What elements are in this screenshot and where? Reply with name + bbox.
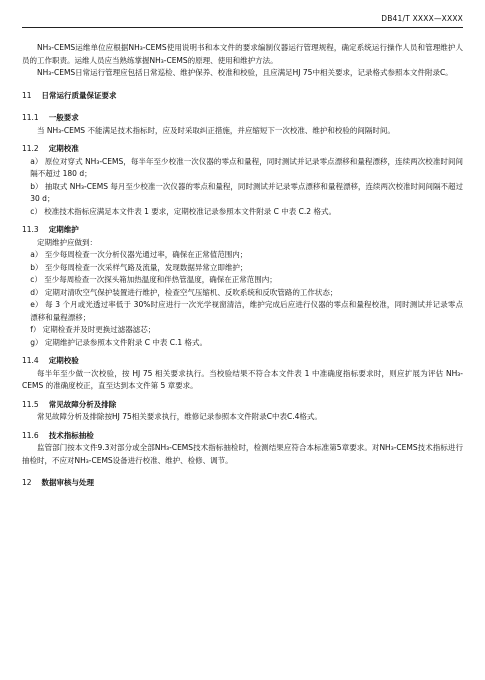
- subsection-title: 定期校验: [48, 356, 79, 365]
- paragraph: 常见故障分析及排除按HJ 75相关要求执行，维修记录参照本文件附录C中表C.4格式。: [37, 412, 322, 421]
- section-title: 日常运行质量保证要求: [41, 90, 117, 100]
- subsection-number: 11.2: [22, 144, 39, 153]
- subsection-title: 定期校准: [48, 144, 79, 153]
- section-number: 12: [22, 478, 32, 487]
- list-item: a） 原位对穿式 NH₃-CEMS，每半年至少校准一次仪器的零点和量程，同时测试并记录零点漂移和量程漂移，连续两次校准时间间隔不超过 180 d；: [30, 156, 463, 178]
- subsection-number: 11.4: [22, 356, 39, 365]
- subsection-title: 技术指标抽检: [48, 430, 94, 440]
- header-divider: [22, 27, 463, 28]
- paragraph: NH₃-CEMS运维单位应根据NH₃-CEMS使用说明书和本文件的要求编制仪器运行管理规程，确定系统运行操作人员和管理维护人员的工作职责。运维人员应当熟练掌握NH₃-CEMS的原理、使用和维护方法。: [22, 43, 463, 65]
- document-body: [22, 42, 463, 490]
- subsection-number: 11.3: [22, 225, 39, 234]
- section-number: 11: [22, 90, 32, 100]
- list-item: a） 至少每周检查一次分析仪器光通过率，确保在正常值范围内；: [30, 250, 248, 259]
- subsection-heading: [22, 430, 463, 443]
- subsection-number: 11.1: [22, 113, 39, 122]
- subsection-heading: [22, 143, 463, 156]
- list-item: e） 每 3 个月或光透过率低于 30%时应进行一次光学视窗清洁，维护完成后应进行仪器的零点和量程校准，同时测试并记录零点漂移和量程漂移；: [30, 300, 463, 322]
- section-heading: [22, 90, 463, 103]
- section-heading: [22, 477, 463, 490]
- subsection-heading: [22, 224, 463, 237]
- subsection-heading: [22, 355, 463, 368]
- subsection-heading: [22, 112, 463, 125]
- subsection-heading: [22, 399, 463, 412]
- list-item: f） 定期检查并及时更换过滤器滤芯；: [30, 325, 156, 334]
- subsection-title: 常见故障分析及排除: [48, 399, 117, 409]
- list-item: g） 定期维护记录参照本文件附录 C 中表 C.1 格式。: [30, 337, 208, 347]
- maintenance-list: [22, 249, 463, 349]
- subsection-number: 11.5: [22, 399, 39, 409]
- subsection-title: 定期维护: [48, 225, 79, 234]
- paragraph: 定期维护应做到：: [37, 237, 97, 247]
- paragraph: 每半年至少做一次校验，按 HJ 75 相关要求执行。当校验结果不符合本文件表 1 中准确度指标要求时，则应扩展为评估 NH₃-CEMS 的准确度校正，直至达到本文件第 5 章要求。: [22, 368, 463, 390]
- list-item: b） 至少每周检查一次采样气路及流量，发现数据异常立即维护；: [30, 262, 248, 272]
- paragraph: 监管部门按本文件9.3对部分或全部NH₃-CEMS技术指标抽检时，检测结果应符合本标准第5章要求。对NH₃-CEMS技术指标进行抽检时，不应对NH₃-CEMS设备进行校准、维护、检修、调节。: [22, 443, 463, 465]
- list-item: d） 定期对清吹空气保护装置进行维护，检查空气压缩机、反吹系统和反吹管路的工作状态；: [30, 287, 338, 297]
- list-item: b） 抽取式 NH₃-CEMS 每月至少校准一次仪器的零点和量程，同时测试并记录零点漂移和量程漂移，连续两次校准时间间隔不超过 30 d；: [30, 181, 463, 203]
- subsection-title: 一般要求: [48, 113, 79, 122]
- list-item: c） 至少每周检查一次探头箱加热温度和伴热管温度，确保在正常范围内；: [30, 275, 277, 284]
- subsection-number: 11.6: [22, 430, 39, 440]
- calibration-list: [22, 156, 463, 219]
- section-title: 数据审核与处理: [41, 478, 95, 487]
- list-item: c） 校准技术指标应满足本文件表 1 要求，定期校准记录参照本文件附录 C 中表 C.2 格式。: [30, 206, 336, 216]
- paragraph: 当 NH₃-CEMS 不能满足技术指标时，应及时采取纠正措施，并应缩短下一次校准、维护和校验的间隔时间。: [37, 125, 395, 135]
- document-number: DB41/T XXXX—XXXX: [381, 14, 463, 23]
- paragraph: NH₃-CEMS日常运行管理应包括日常巡检、维护保养、校准和校验，且应满足HJ 75中相关要求，记录格式参照本文件附录C。: [37, 68, 453, 77]
